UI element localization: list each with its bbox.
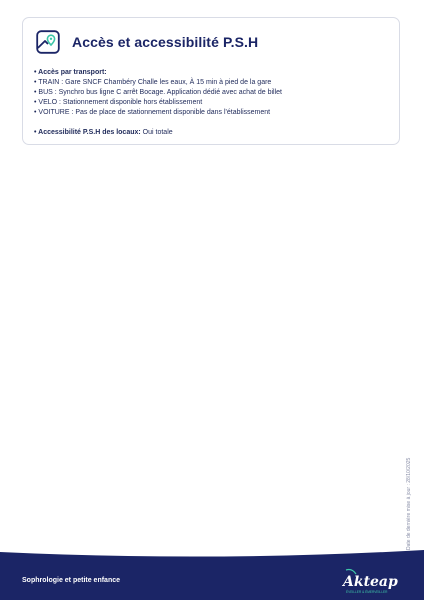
svg-text:Akteap: Akteap — [343, 574, 398, 590]
transport-heading: • Accès par transport: — [34, 69, 107, 76]
accessibility-line — [34, 128, 394, 138]
accessibility-label: • Accessibilité P.S.H des locaux: — [34, 129, 141, 136]
card-body — [34, 68, 394, 138]
map-pin-icon — [36, 30, 60, 54]
akteap-logo — [340, 568, 398, 596]
access-card — [22, 17, 400, 145]
svg-text:ÉVEILLER & ÉMERVEILLER: ÉVEILLER & ÉMERVEILLER — [346, 590, 388, 594]
accessibility-value: Oui totale — [140, 129, 173, 136]
card-header — [36, 30, 258, 54]
transport-item-car: • VOITURE : Pas de place de stationnement disponible dans l'établissement — [34, 109, 271, 116]
footer-title: Sophrologie et petite enfance — [22, 577, 121, 584]
last-updated-note — [406, 430, 416, 550]
card-title: Accès et accessibilité P.S.H — [72, 34, 259, 50]
footer — [0, 550, 424, 600]
transport-item-bus: • BUS : Synchro bus ligne C arrêt Bocage. Application dédié avec achat de billet — [34, 89, 282, 96]
transport-item-bike: • VELO : Stationnement disponible hors établissement — [34, 99, 203, 106]
transport-item-train: • TRAIN : Gare SNCF Chambéry Challe les eaux, À 15 min à pied de la gare — [34, 79, 272, 86]
last-updated-text: Date de dernière mise à jour : 28/10/2025 — [406, 457, 412, 550]
